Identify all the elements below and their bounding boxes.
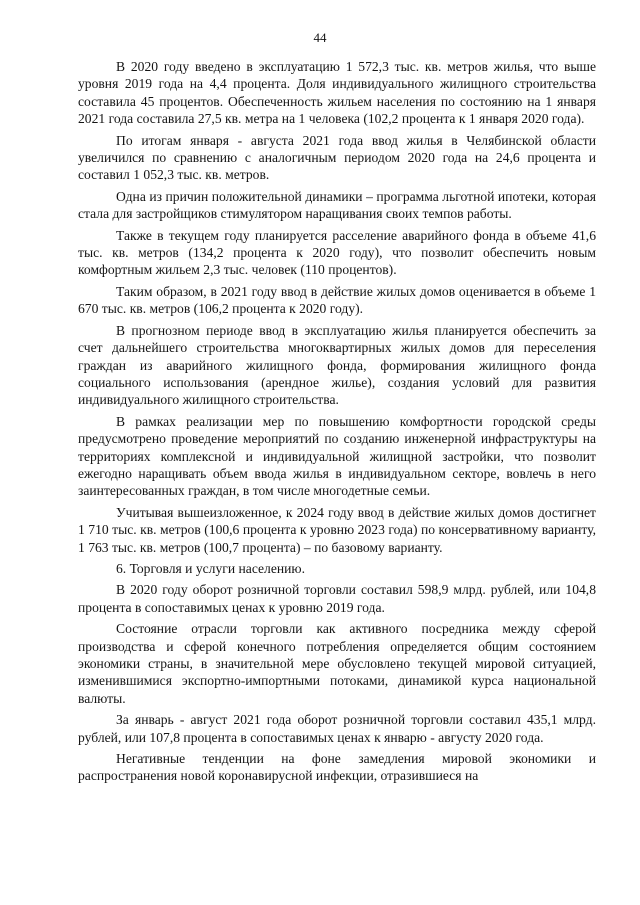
paragraph-negative-trends: Негативные тенденции на фоне замедления мировой экономики и распространения новой коронавирусной инфекции, отразившиеся на <box>78 751 596 784</box>
paragraph-housing-estimate-2021: Таким образом, в 2021 году ввод в действие жилых домов оценивается в объеме 1 670 тыс. кв. метров (106,2 процента к 2020 году). <box>78 283 596 317</box>
paragraph-housing-jan-aug-2021: По итогам января - августа 2021 года ввод жилья в Челябинской области увеличился по сравнению с аналогичным периодом 2020 года на 24,6 процента и составил 1 052,3 тыс. кв. метров. <box>78 132 596 183</box>
page-number: 44 <box>313 30 327 45</box>
paragraph-housing-forecast-2024: Учитывая вышеизложенное, к 2024 году ввод в действие жилых домов достигнет 1 710 тыс. кв. метров (100,6 процента к уровню 2023 года) по консервативному варианту, 1 763 тыс. кв. метров (100,7 процента) – по базовому варианту. <box>78 504 596 555</box>
paragraph-emergency-housing-resettlement: Также в текущем году планируется расселение аварийного фонда в объеме 41,6 тыс. кв. метров (134,2 процента к 2020 году), что позволит обеспечить новым комфортным жильем 2,3 тыс. человек (110 процентов). <box>78 227 596 278</box>
section-heading-trade-services: 6. Торговля и услуги населению. <box>116 560 305 576</box>
paragraph-housing-2020: В 2020 году введено в эксплуатацию 1 572,3 тыс. кв. метров жилья, что выше уровня 2019 года на 4,4 процента. Доля индивидуального жилищного строительства составила 45 процентов. Обеспеченность жильем населения по состоянию на 1 января 2021 года составила 27,5 кв. метра на 1 человека (102,2 процента к 1 января 2020 года). <box>78 59 596 127</box>
document-body <box>78 58 596 789</box>
paragraph-urban-environment: В рамках реализации мер по повышению комфортности городской среды предусмотрено проведение мероприятий по созданию инженерной инфраструктуры на территориях комплексной и индивидуальной жилищной застройки, что позволит ежегодно наращивать объем ввода жилья в индивидуальном секторе, вовлечь в него заинтересованных граждан, в том числе многодетные семьи. <box>78 413 596 499</box>
paragraph-forecast-period: В прогнозном периоде ввод в эксплуатацию жилья планируется обеспечить за счет дальнейшего строительства многоквартирных жилых домов для переселения граждан из аварийного жилищного фонда, формирования жилищного фонда социального использования (арендное жилье), создания условий для развития индивидуального жилищного строительства. <box>78 322 596 408</box>
paragraph-retail-turnover-jan-aug-2021: За январь - август 2021 года оборот розничной торговли составил 435,1 млрд. рублей, или 107,8 процента в сопоставимых ценах к январю - августу 2020 года. <box>78 712 596 745</box>
paragraph-retail-turnover-2020: В 2020 году оборот розничной торговли составил 598,9 млрд. рублей, или 104,8 процента в сопоставимых ценах к уровню 2019 года. <box>78 582 596 615</box>
paragraph-trade-industry-state: Состояние отрасли торговли как активного посредника между сферой производства и сферой конечного потребления определяется общим состоянием экономики страны, в значительной мере обусловлено текущей мировой ситуацией, изменившимися экспортно-импортными потоками, динамикой курса национальной валюты. <box>78 621 596 706</box>
paragraph-preferential-mortgage: Одна из причин положительной динамики – программа льготной ипотеки, которая стала для застройщиков стимулятором наращивания своих темпов работы. <box>78 188 596 222</box>
